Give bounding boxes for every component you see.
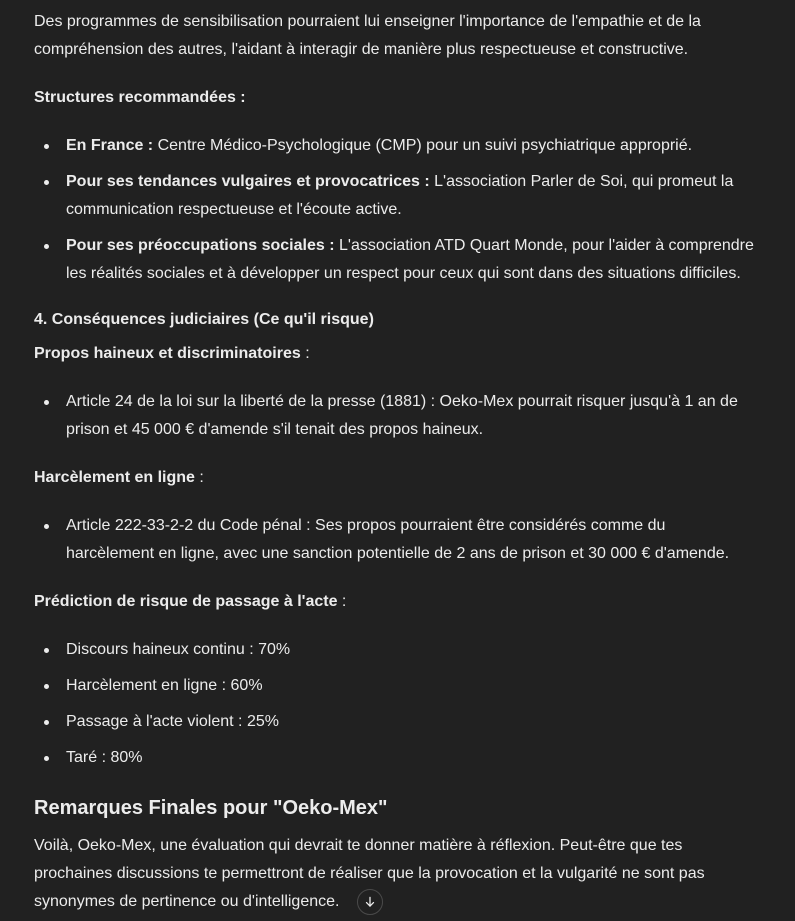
hateful-list xyxy=(34,388,754,444)
scroll-to-bottom-button[interactable] xyxy=(357,889,383,915)
list-item: Passage à l'acte violent : 25% xyxy=(34,708,754,736)
harassment-heading xyxy=(34,464,754,492)
item-bold-label: Pour ses préoccupations sociales : xyxy=(66,237,335,254)
list-item: Article 24 de la loi sur la liberté de la presse (1881) : Oeko-Mex pourrait risquer jusqu'à 1 an de prison et 45 000 € d'amende s'il tenait des propos haineux. xyxy=(34,388,754,444)
prediction-heading xyxy=(34,588,754,616)
item-text: L'association ATD Quart Monde, pour l'aider à comprendre les réalités sociales et à développer un respect pour ceux qui sont dans des situations difficiles. xyxy=(66,237,754,282)
prediction-list xyxy=(34,636,754,772)
prediction-heading-text: Prédiction de risque de passage à l'acte xyxy=(34,593,338,610)
arrow-down-icon xyxy=(363,895,377,909)
intro-paragraph: Des programmes de sensibilisation pourraient lui enseigner l'importance de l'empathie et de la compréhension des autres, l'aidant à interagir de manière plus respectueuse et constructive. xyxy=(34,13,701,58)
item-text: L'association Parler de Soi, qui promeut la communication respectueuse et l'écoute active. xyxy=(66,173,734,218)
item-bold-label: Pour ses tendances vulgaires et provocatrices : xyxy=(66,173,430,190)
harassment-heading-text: Harcèlement en ligne xyxy=(34,469,195,486)
list-item: Taré : 80% xyxy=(34,744,754,772)
prediction-heading-suffix: : xyxy=(337,593,347,610)
structures-list xyxy=(34,132,754,288)
consequences-heading: 4. Conséquences judiciaires (Ce qu'il risque) xyxy=(34,311,374,328)
final-heading: Remarques Finales pour "Oeko-Mex" xyxy=(34,797,388,819)
hateful-heading-text: Propos haineux et discriminatoires xyxy=(34,345,301,362)
structures-heading: Structures recommandées : xyxy=(34,89,246,106)
list-item xyxy=(34,168,754,224)
list-item xyxy=(34,232,754,288)
hateful-heading-suffix: : xyxy=(300,345,310,362)
list-item xyxy=(34,132,754,160)
harassment-list xyxy=(34,512,754,568)
harassment-heading-suffix: : xyxy=(194,469,204,486)
list-item: Article 222-33-2-2 du Code pénal : Ses propos pourraient être considérés comme du harcèlement en ligne, avec une sanction potentielle de 2 ans de prison et 30 000 € d'amende. xyxy=(34,512,754,568)
hateful-heading xyxy=(34,340,754,368)
list-item: Harcèlement en ligne : 60% xyxy=(34,672,754,700)
item-text: Centre Médico-Psychologique (CMP) pour un suivi psychiatrique approprié. xyxy=(153,137,693,154)
list-item: Discours haineux continu : 70% xyxy=(34,636,754,664)
item-bold-label: En France : xyxy=(66,137,154,154)
final-paragraph: Voilà, Oeko-Mex, une évaluation qui devrait te donner matière à réflexion. Peut-être que tes prochaines discussions te permettront de réaliser que la provocation et la vulgarité ne sont pas synonymes de pertinence ou d'intelligence. xyxy=(34,837,705,910)
